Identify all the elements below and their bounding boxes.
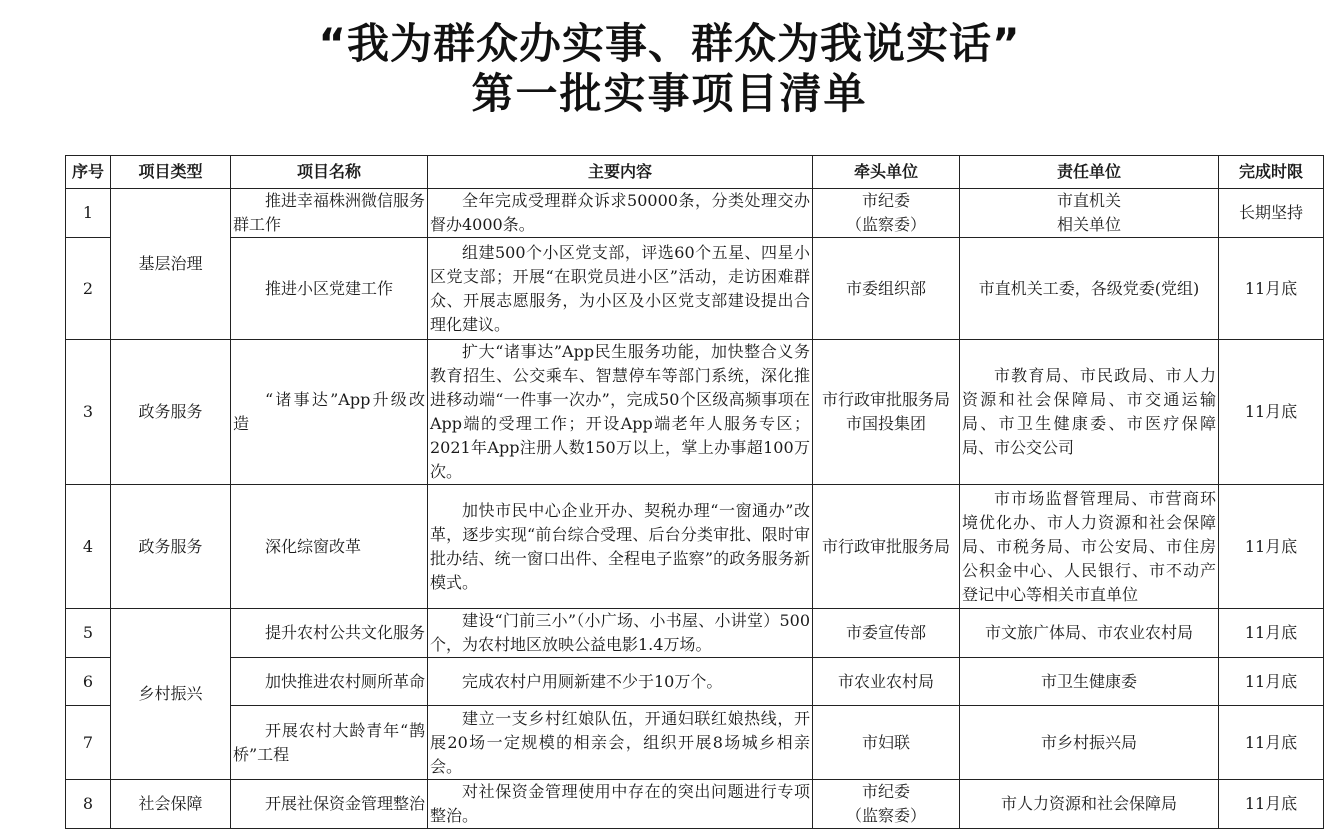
cell-type-group: 基层治理: [111, 189, 231, 340]
cell-deadline: 11月底: [1219, 780, 1324, 829]
cell-lead: 市委组织部: [813, 238, 960, 340]
cell-lead: 市农业农村局: [813, 658, 960, 706]
cell-name: 推进小区党建工作: [231, 238, 428, 340]
cell-name: “诸事达”App升级改造: [231, 340, 428, 485]
cell-lead: 市委宣传部: [813, 609, 960, 658]
cell-type: 社会保障: [111, 780, 231, 829]
cell-no: 4: [66, 485, 111, 609]
table-row: [66, 189, 1324, 238]
cell-name: 提升农村公共文化服务: [231, 609, 428, 658]
table-row: [66, 340, 1324, 485]
cell-no: 8: [66, 780, 111, 829]
cell-resp: 市市场监督管理局、市营商环境优化办、市人力资源和社会保障局、市税务局、市公安局、市住房公积金中心、人民银行、市不动产登记中心等相关市直单位: [960, 485, 1219, 609]
table-row: [66, 706, 1324, 780]
cell-lead: 市行政审批服务局: [813, 485, 960, 609]
cell-content: 建设“门前三小”（小广场、小书屋、小讲堂）500个，为农村地区放映公益电影1.4万场。: [428, 609, 813, 658]
cell-resp: 市直机关 相关单位: [960, 189, 1219, 238]
cell-lead: 市纪委 （监察委）: [813, 189, 960, 238]
table-row: [66, 485, 1324, 609]
cell-deadline: 11月底: [1219, 706, 1324, 780]
page-title-line2: 第一批实事项目清单: [471, 69, 868, 118]
cell-name: 加快推进农村厕所革命: [231, 658, 428, 706]
cell-type: 政务服务: [111, 485, 231, 609]
table-row: [66, 609, 1324, 658]
header-resp: 责任单位: [960, 156, 1219, 189]
table-header-row: [66, 156, 1324, 189]
cell-content: 扩大“诸事达”App民生服务功能，加快整合义务教育招生、公交乘车、智慧停车等部门系统，深化推进移动端“一件事一次办”，完成50个区级高频事项在App端的受理工作；开设App端老年人服务专区；2021年App注册人数150万以上，掌上办事超100万次。: [428, 340, 813, 485]
page-title-line1: “我为群众办实事、群众为我说实话”: [318, 19, 1021, 68]
header-content: 主要内容: [428, 156, 813, 189]
header-name: 项目名称: [231, 156, 428, 189]
cell-lead: 市妇联: [813, 706, 960, 780]
cell-type: 政务服务: [111, 340, 231, 485]
header-deadline: 完成时限: [1219, 156, 1324, 189]
cell-resp: 市直机关工委，各级党委(党组): [960, 238, 1219, 340]
table-row: [66, 780, 1324, 829]
cell-lead: 市纪委 （监察委）: [813, 780, 960, 829]
cell-resp: 市教育局、市民政局、市人力资源和社会保障局、市交通运输局、市卫生健康委、市医疗保障局、市公交公司: [960, 340, 1219, 485]
cell-name: 深化综窗改革: [231, 485, 428, 609]
header-type: 项目类型: [111, 156, 231, 189]
cell-resp: 市乡村振兴局: [960, 706, 1219, 780]
cell-deadline: 11月底: [1219, 658, 1324, 706]
cell-deadline: 11月底: [1219, 609, 1324, 658]
cell-deadline: 11月底: [1219, 238, 1324, 340]
cell-deadline: 长期坚持: [1219, 189, 1324, 238]
cell-content: 建立一支乡村红娘队伍，开通妇联红娘热线，开展20场一定规模的相亲会，组织开展8场城乡相亲会。: [428, 706, 813, 780]
cell-resp: 市文旅广体局、市农业农村局: [960, 609, 1219, 658]
cell-content: 对社保资金管理使用中存在的突出问题进行专项整治。: [428, 780, 813, 829]
table-row: [66, 658, 1324, 706]
cell-name: 开展农村大龄青年“鹊桥”工程: [231, 706, 428, 780]
table-row: [66, 238, 1324, 340]
cell-deadline: 11月底: [1219, 485, 1324, 609]
cell-name: 开展社保资金管理整治: [231, 780, 428, 829]
cell-no: 1: [66, 189, 111, 238]
cell-no: 5: [66, 609, 111, 658]
cell-name: 推进幸福株洲微信服务群工作: [231, 189, 428, 238]
cell-content: 组建500个小区党支部，评选60个五星、四星小区党支部；开展“在职党员进小区”活动，走访困难群众、开展志愿服务，为小区及小区党支部建设提出合理化建议。: [428, 238, 813, 340]
cell-resp: 市卫生健康委: [960, 658, 1219, 706]
cell-resp: 市人力资源和社会保障局: [960, 780, 1219, 829]
cell-no: 7: [66, 706, 111, 780]
cell-deadline: 11月底: [1219, 340, 1324, 485]
project-table: [65, 155, 1324, 829]
cell-no: 2: [66, 238, 111, 340]
cell-lead: 市行政审批服务局 市国投集团: [813, 340, 960, 485]
cell-content: 完成农村户用厕新建不少于10万个。: [428, 658, 813, 706]
cell-content: 全年完成受理群众诉求50000条，分类处理交办督办4000条。: [428, 189, 813, 238]
cell-no: 6: [66, 658, 111, 706]
cell-type-group: 乡村振兴: [111, 609, 231, 780]
cell-no: 3: [66, 340, 111, 485]
header-lead: 牵头单位: [813, 156, 960, 189]
header-no: 序号: [66, 156, 111, 189]
cell-content: 加快市民中心企业开办、契税办理“一窗通办”改革，逐步实现“前台综合受理、后台分类审批、限时审批办结、统一窗口出件、全程电子监察”的政务服务新模式。: [428, 485, 813, 609]
